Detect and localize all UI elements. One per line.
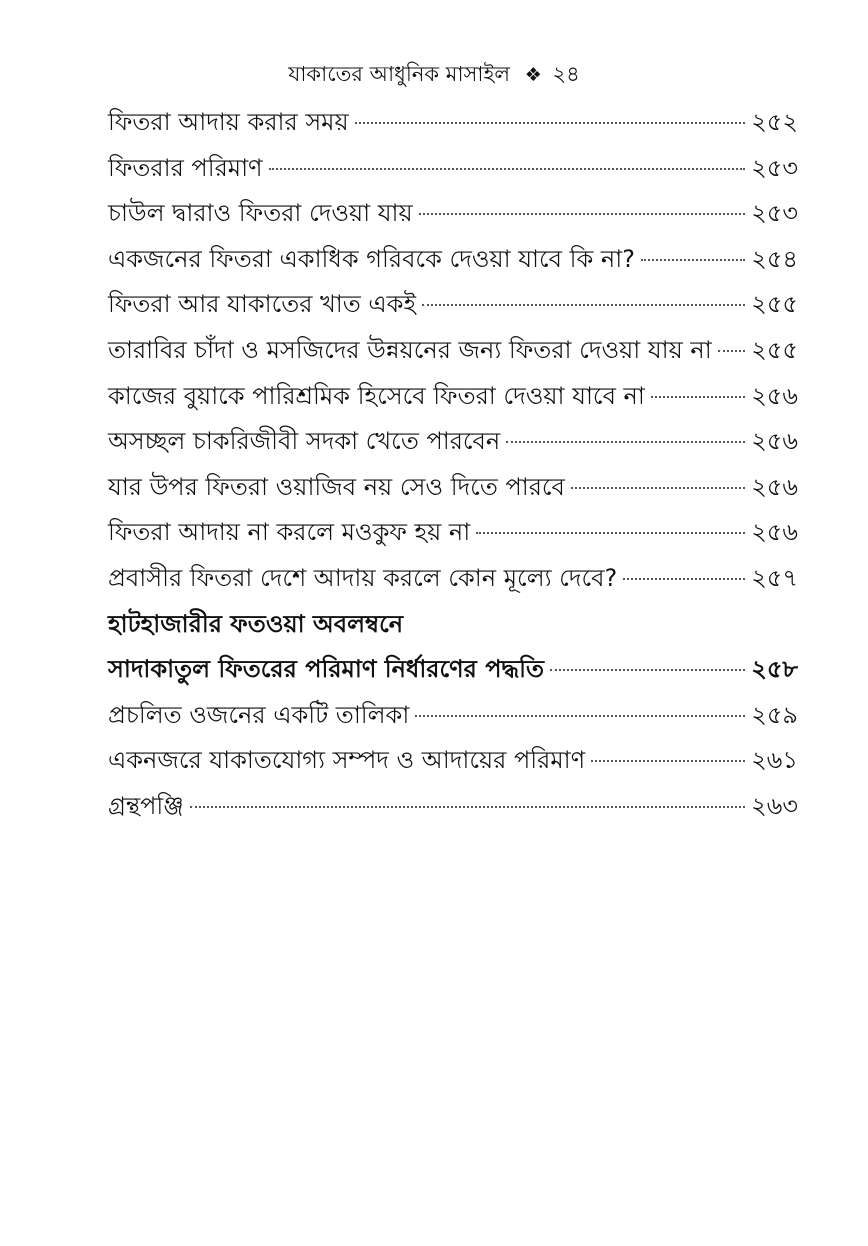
dot-leader bbox=[623, 578, 745, 580]
toc-entry bbox=[108, 556, 798, 602]
toc-entry-page: ২৫৬ bbox=[751, 472, 798, 501]
toc-entry-page: ২৫৪ bbox=[751, 244, 798, 273]
dot-leader bbox=[718, 350, 746, 352]
header-page-number: ২৪ bbox=[552, 62, 580, 86]
toc-entry-label: ফিতরা আর যাকাতের খাত একই bbox=[108, 290, 416, 319]
toc-entry bbox=[108, 419, 798, 465]
ornament-icon: ❖ bbox=[524, 64, 542, 86]
toc-entry bbox=[108, 328, 798, 374]
toc-entry bbox=[108, 738, 798, 784]
toc-entry-page: ২৫৬ bbox=[751, 427, 798, 456]
toc-entry-label: একজনের ফিতরা একাধিক গরিবকে দেওয়া যাবে কি না? bbox=[108, 244, 635, 273]
toc-entry-page: ২৫৯ bbox=[751, 700, 798, 729]
toc-entry-page: ২৫৩ bbox=[751, 153, 798, 182]
toc-entry-page: ২৫৬ bbox=[751, 381, 798, 410]
dot-leader bbox=[591, 760, 745, 762]
dot-leader bbox=[651, 396, 745, 398]
table-of-contents bbox=[108, 100, 798, 830]
toc-entry-label: ফিতরার পরিমাণ bbox=[108, 153, 263, 182]
toc-entry-label: প্রবাসীর ফিতরা দেশে আদায় করলে কোন মূল্যে দেবে? bbox=[108, 563, 618, 592]
toc-entry-label: তারাবির চাঁদা ও মসজিদের উন্নয়নের জন্য ফিতরা দেওয়া যায় না bbox=[108, 335, 712, 364]
dot-leader bbox=[415, 715, 745, 717]
toc-entry-label: অসচ্ছল চাকরিজীবী সদকা খেতে পারবেন bbox=[108, 427, 501, 456]
dot-leader bbox=[476, 532, 745, 534]
book-title: যাকাতের আধুনিক মাসাইল bbox=[288, 62, 511, 86]
dot-leader bbox=[571, 487, 745, 489]
toc-entry-label: কাজের বুয়াকে পারিশ্রমিক হিসেবে ফিতরা দেওয়া যাবে না bbox=[108, 381, 645, 410]
toc-entry-page: ২৬১ bbox=[751, 746, 798, 775]
toc-entry-page: ২৫৬ bbox=[751, 518, 798, 547]
section-heading bbox=[108, 602, 798, 648]
toc-entry-label: ফিতরা আদায় না করলে মওকুফ হয় না bbox=[108, 518, 471, 547]
toc-entry-bold bbox=[108, 647, 798, 693]
toc-entry-page: ২৫৫ bbox=[751, 290, 798, 319]
dot-leader bbox=[190, 806, 745, 808]
toc-entry bbox=[108, 693, 798, 739]
toc-entry bbox=[108, 510, 798, 556]
section-heading-label: হাটহাজারীর ফতওয়া অবলম্বনে bbox=[108, 609, 404, 638]
toc-entry-page: ২৬৩ bbox=[751, 791, 798, 820]
toc-entry-label: একনজরে যাকাতযোগ্য সম্পদ ও আদায়ের পরিমাণ bbox=[108, 746, 586, 775]
toc-entry bbox=[108, 191, 798, 237]
toc-entry-page: ২৫২ bbox=[751, 108, 798, 136]
toc-entry-page: ২৫৩ bbox=[751, 199, 798, 228]
toc-entry bbox=[108, 146, 798, 192]
dot-leader bbox=[419, 213, 746, 215]
toc-entry-page: ২৫৮ bbox=[751, 655, 798, 684]
toc-entry bbox=[108, 784, 798, 830]
toc-entry-label: চাউল দ্বারাও ফিতরা দেওয়া যায় bbox=[108, 199, 413, 228]
toc-entry bbox=[108, 100, 798, 146]
toc-entry-label: প্রচলিত ওজনের একটি তালিকা bbox=[108, 700, 410, 729]
toc-entry-label: যার উপর ফিতরা ওয়াজিব নয় সেও দিতে পারবে bbox=[108, 472, 565, 501]
toc-entry-page: ২৫৭ bbox=[751, 563, 798, 592]
toc-entry-label: গ্রন্থপঞ্জি bbox=[108, 791, 184, 820]
toc-entry bbox=[108, 237, 798, 283]
running-header bbox=[0, 58, 868, 91]
dot-leader bbox=[641, 259, 745, 261]
toc-entry bbox=[108, 465, 798, 511]
dot-leader bbox=[269, 168, 746, 170]
toc-entry-label: ফিতরা আদায় করার সময় bbox=[108, 108, 349, 136]
toc-entry bbox=[108, 374, 798, 420]
toc-entry-label: সাদাকাতুল ফিতরের পরিমাণ নির্ধারণের পদ্ধতি bbox=[108, 655, 544, 684]
toc-entry bbox=[108, 282, 798, 328]
dot-leader bbox=[422, 304, 745, 306]
dot-leader bbox=[550, 669, 745, 671]
dot-leader bbox=[506, 441, 745, 443]
dot-leader bbox=[355, 122, 746, 124]
toc-entry-page: ২৫৫ bbox=[751, 335, 798, 364]
